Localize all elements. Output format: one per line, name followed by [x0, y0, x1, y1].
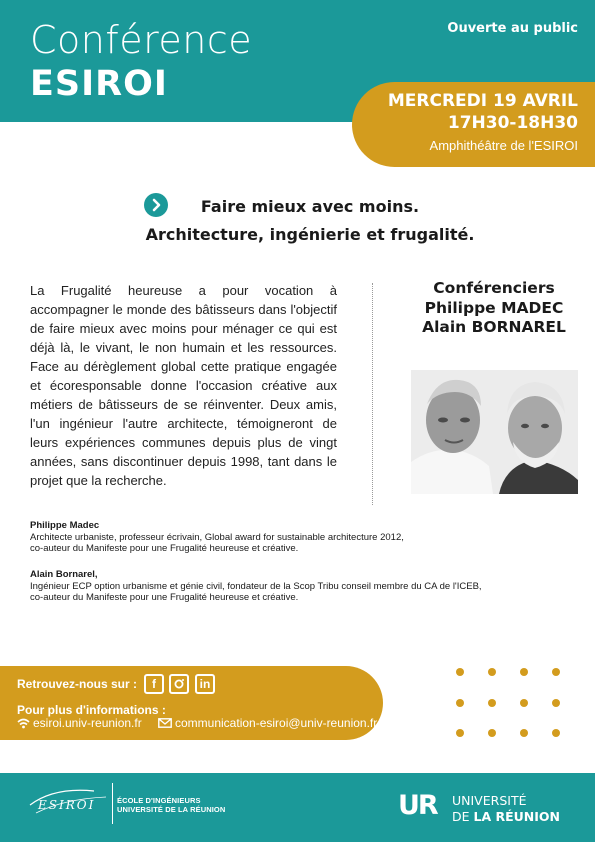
bio-name: Philippe Madec	[30, 520, 100, 531]
university-name	[452, 793, 560, 825]
talk-title-line2: Architecture, ingénierie et frugalité.	[145, 225, 475, 244]
speakers-block	[410, 279, 578, 338]
bio-line: Architecte urbaniste, professeur écrivain, Global award for sustainable architecture 2012,	[30, 531, 404, 543]
website-text: esiroi.univ-reunion.fr	[33, 716, 142, 730]
bio-line: co-auteur du Manifeste pour une Frugalité heureuse et créative.	[30, 592, 299, 603]
univ-line2	[452, 809, 560, 825]
dot	[520, 729, 528, 737]
wifi-icon	[17, 718, 30, 729]
email-link[interactable]	[158, 716, 377, 730]
univ-line2-bold: LA RÉUNION	[473, 809, 561, 824]
event-venue: Amphithéâtre de l'ESIROI	[429, 138, 578, 153]
linkedin-icon[interactable]: in	[195, 674, 215, 694]
ur-logo: UR	[398, 790, 437, 821]
dot	[456, 668, 464, 676]
esiroi-logo-text: ESIROI	[38, 798, 96, 812]
speaker-name: Alain BORNAREL	[422, 318, 566, 336]
bio-line: co-auteur du Manifeste pour une Frugalité heureuse et créative.	[30, 543, 299, 554]
dot	[488, 668, 496, 676]
dot	[456, 729, 464, 737]
school-name	[117, 796, 225, 814]
bio-line: Ingénieur ECP option urbanisme et génie civil, fondateur de la Scop Tribu conseil membre du CA de l'ICEB,	[30, 580, 482, 592]
talk-title-line1: Faire mieux avec moins.	[200, 197, 420, 216]
bio-bornarel	[30, 569, 570, 604]
website-link[interactable]	[17, 716, 142, 730]
bio-madec	[30, 520, 570, 555]
speaker-name: Philippe MADEC	[424, 298, 564, 317]
more-info-label: Pour plus d'informations :	[17, 703, 166, 717]
facebook-icon[interactable]: f	[144, 674, 164, 694]
description-paragraph: La Frugalité heureuse a pour vocation à accompagner le monde des bâtisseurs dans l'objectif de faire mieux avec moins pour ménager ce qui est déjà là, le vivant, le non humain et les ressources. Face au dérèglement global cette pratique engagée et écoresponsable donne l'occasion créative aux métiers de bâtisseurs de se réinventer. Deux amis, l'un ingénieur l'autre architecte, témoigneront de leurs expériences communes depuis plus de vingt années, sans discontinuer depuis 1998, tant dans le projet que la recherche.	[30, 283, 337, 488]
decorative-dots	[456, 668, 566, 738]
univ-line1: UNIVERSITÉ	[452, 793, 527, 808]
title-line2: ESIROI	[30, 64, 168, 104]
email-text: communication-esiroi@univ-reunion.fr	[175, 716, 378, 730]
speakers-heading: Conférenciers	[433, 279, 555, 297]
date-banner	[352, 82, 595, 167]
esiroi-logo	[24, 783, 108, 821]
follow-label: Retrouvez-nous sur :	[17, 677, 138, 691]
dot	[520, 668, 528, 676]
school-line1: ÉCOLE D'INGÉNIEURS	[117, 796, 201, 805]
audience-label: Ouverte au public	[447, 21, 578, 36]
event-date: MERCREDI 19 AVRIL	[387, 91, 578, 111]
dot	[520, 699, 528, 707]
speakers-photo	[411, 370, 578, 494]
bio-name: Alain Bornarel,	[30, 569, 98, 580]
column-divider	[372, 283, 373, 505]
dot	[552, 699, 560, 707]
dot	[552, 729, 560, 737]
dot	[552, 668, 560, 676]
univ-line2-prefix: DE	[452, 809, 474, 824]
dot	[488, 729, 496, 737]
school-line2: UNIVERSITÉ DE LA RÉUNION	[117, 805, 226, 814]
footer-divider	[112, 783, 113, 824]
envelope-icon	[158, 718, 172, 728]
dot	[456, 699, 464, 707]
event-time: 17H30-18H30	[447, 113, 578, 133]
instagram-icon[interactable]	[169, 674, 189, 694]
title-line1: Conférence	[30, 18, 253, 62]
talk-title	[120, 193, 500, 249]
dot	[488, 699, 496, 707]
